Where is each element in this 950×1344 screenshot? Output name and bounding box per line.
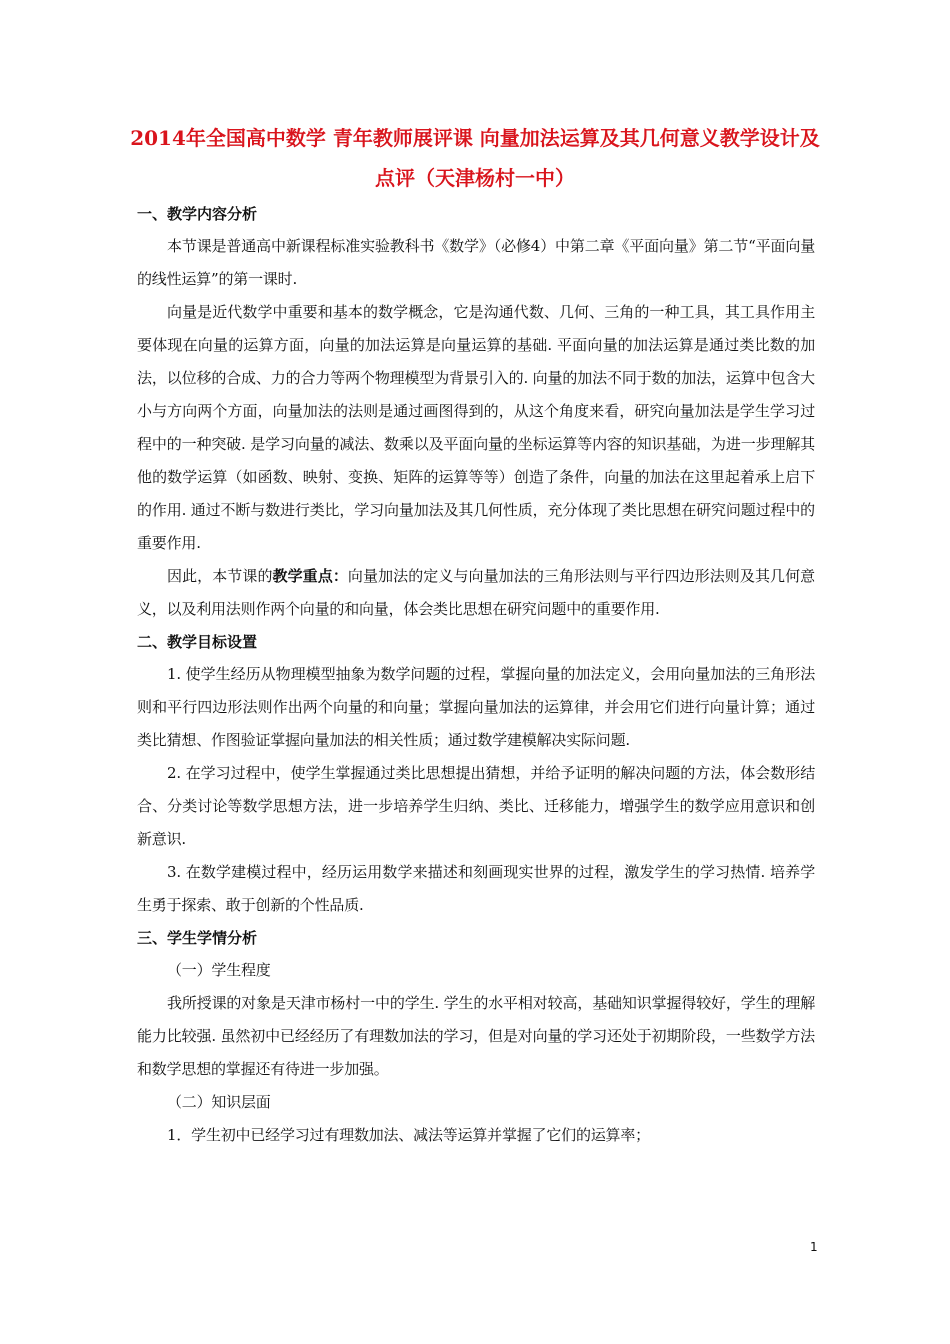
subheading-student-level: （一）学生程度 [167,961,271,979]
focus-prefix: 因此，本节课的 [167,567,273,585]
section-heading-student-analysis: 三、学生学情分析 [137,929,258,947]
paragraph-vector-importance: 向量是近代数学中重要和基本的数学概念，它是沟通代数、几何、三角的一种工具，其工具作用主要体现在向量的运算方面，向量的加法运算是向量运算的基础. 平面向量的加法运算是通过类比数的加法，以位移的合成、力的合力等两个物理模型为背景引入的. 向量的加法不同于数的加法，运算中包含大小与方向两个方面，向量加法的法则是通过画图得到的，从这个角度来看，研究向量加法是学生学习过程中的一种突破. 是学习向量的减法、数乘以及平面向量的坐标运算等内容的知识基础，为进一步理解其他的数学运算（如函数、映射、变换、矩阵的运算等等）创造了条件，向量的加法在这里起着承上启下的作用. 通过不断与数进行类比，学习向量加法及其几何性质，充分体现了类比思想在研究问题过程中的重要作用. [137,303,815,552]
paragraph-objective-1: 1. 使学生经历从物理模型抽象为数学问题的过程，掌握向量的加法定义，会用向量加法的三角形法则和平行四边形法则作出两个向量的和向量；掌握向量加法的运算律，并会用它们进行向量计算；通过类比猜想、作图验证掌握向量加法的相关性质；通过数学建模解决实际问题. [137,665,815,749]
document-title: 2014年全国高中数学 青年教师展评课 向量加法运算及其几何意义教学设计及点评（天津杨村一中） [130,126,820,190]
document-body [137,198,815,1152]
focus-label: 教学重点： [272,567,348,585]
paragraph-knowledge-level: 1．学生初中已经学习过有理数加法、减法等运算并掌握了它们的运算率； [167,1126,650,1144]
paragraph-teaching-focus [137,560,815,626]
section-heading-content-analysis: 一、教学内容分析 [137,205,258,223]
subheading-knowledge-level: （二）知识层面 [167,1093,271,1111]
paragraph-intro: 本节课是普通高中新课程标准实验教科书《数学》（必修4）中第二章《平面向量》第二节“平面向量的线性运算”的第一课时. [137,237,815,288]
paragraph-student-level: 我所授课的对象是天津市杨村一中的学生. 学生的水平相对较高，基础知识掌握得较好，学生的理解能力比较强. 虽然初中已经经历了有理数加法的学习，但是对向量的学习还处于初期阶段，一些数学方法和数学思想的掌握还有待进一步加强。 [137,994,815,1078]
paragraph-objective-2: 2. 在学习过程中，使学生掌握通过类比思想提出猜想，并给予证明的解决问题的方法，体会数形结合、分类讨论等数学思想方法，进一步培养学生归纳、类比、迁移能力，增强学生的数学应用意识和创新意识. [137,764,815,848]
page-number: 1 [810,1240,818,1254]
section-heading-objectives: 二、教学目标设置 [137,633,258,651]
focus-text: 向量加法的定义与向量加法的三角形法则与平行四边形法则及其几何意义，以及利用法则作两个向量的和向量，体会类比思想在研究问题中的重要作用. [137,567,815,618]
paragraph-objective-3: 3. 在数学建模过程中，经历运用数学来描述和刻画现实世界的过程，激发学生的学习热情. 培养学生勇于探索、敢于创新的个性品质. [137,863,815,914]
